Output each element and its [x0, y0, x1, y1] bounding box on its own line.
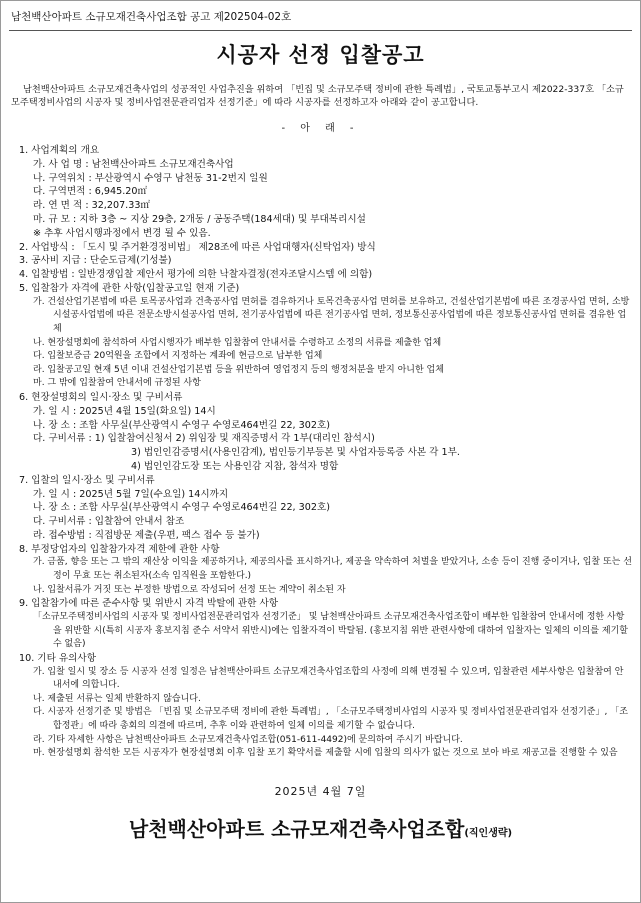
intro-paragraph: 남천백산아파트 소규모재건축사업의 성공적인 사업추진을 위하여 「빈집 및 소규모주택 정비에 관한 특례법」, 국토교통부고시 제2022-337호 「소규모주택정비사업의 시공자 및 정비사업전문관리업자 선정기준」에 따라 시공자를 선정하고자 아래와 같이 공고합니다.	[11, 84, 624, 108]
section-5-title: 5. 입찰참가 자격에 관한 사항(입찰공고일 현재 기준)	[19, 282, 240, 294]
s1-item-ra: 라. 연 면 적 : 32,207.33㎡	[33, 200, 151, 212]
s10-item-ra: 라. 기타 자세한 사항은 남천백산아파트 소규모재건축사업조합(051-611-4492)에 문의하여 주시기 바랍니다.	[33, 734, 463, 745]
notice-date: 2025년 4월 7일	[274, 784, 367, 798]
seal-note: (직인생략)	[464, 827, 513, 839]
s10-item-ma: 마. 현장설명회 참석한 모든 시공자가 현장설명회 이후 입찰 포기 확약서를 제출할 시에 입찰의 의사가 없는 것으로 보아 바로 재공고를 진행할 수 있음	[33, 748, 618, 759]
notice-number: 남천백산아파트 소규모재건축사업조합 공고 제202504-02호	[9, 7, 632, 31]
s1-item-na: 나. 구역위치 : 부산광역시 수영구 남천동 31-2번지 일원	[33, 172, 268, 184]
s10-item-ga: 가. 입찰 일시 및 장소 등 시공자 선정 일정은 남천백산아파트 소규모재건축사업조합의 사정에 의해 변경될 수 있으며, 입찰관련 세부사항은 입찰참여 안내서에 의합니다.	[33, 666, 624, 691]
section-1-title: 1. 사업계획의 개요	[19, 145, 100, 156]
section-7-title: 7. 입찰의 일시·장소 및 구비서류	[19, 474, 155, 486]
section-3: 3. 공사비 지급 : 단순도급제(기성불)	[19, 255, 172, 267]
s1-note: ※ 추후 사업시행과정에서 변경 될 수 있음.	[33, 227, 211, 239]
section-2: 2. 사업방식 : 「도시 및 주거환경정비법」 제28조에 따른 사업대행자(신탁업자) 방식	[19, 241, 376, 253]
s1-item-ma: 마. 규 모 : 지하 3층 ~ 지상 29층, 2개동 / 공동주택(184세대) 및 부대복리시설	[33, 213, 366, 225]
s8-item-ga: 가. 금품, 향응 또는 그 밖의 재산상 이익을 제공하거나, 제공의사를 표시하거나, 제공을 약속하여 처벌을 받았거나, 소송 등이 진행 중이거나, 입찰 또는 선정이 무효 또는 취소된자(소속 임직원을 포함한다.)	[33, 557, 632, 582]
s7-item-na: 나. 장 소 : 조합 사무실(부산광역시 수영구 수영로464번길 22, 302호)	[33, 502, 330, 514]
section-divider: - 아 래 -	[281, 123, 360, 134]
s5-item-ga: 가. 건설산업기본법에 따른 토목공사업과 건축공사업 면허를 겸유하거나 토목건축공사업 면허를 보유하고, 건설산업기본법에 따른 조경공사업 면허, 소방시설공사업법에 따른 전문소방시설공사업 면허, 전기공사업법에 따른 전기공사업 면허, 정보통신공사업법에 따른 정보통신공사업 면허를 겸유한 업체	[33, 296, 630, 334]
issuer-name: 남천백산아파트 소규모재건축사업조합	[128, 816, 465, 841]
s5-item-da: 다. 입찰보증금 20억원을 조합에서 지정하는 계좌에 현금으로 납부한 업체	[33, 351, 323, 362]
section-10-title: 10. 기타 유의사항	[19, 652, 96, 664]
s6-item-da: 다. 구비서류 : 1) 입찰참여신청서 2) 위임장 및 재직증명서 각 1부(대리인 참석시)	[33, 433, 375, 445]
notice-body	[9, 144, 632, 761]
s8-item-na: 나. 입찰서류가 거짓 또는 부정한 방법으로 작성되어 선정 또는 계약이 취소된 자	[33, 584, 346, 595]
s1-item-da: 다. 구역면적 : 6,945.20㎡	[33, 186, 148, 198]
notice-title: 시공자 선정 입찰공고	[216, 42, 425, 67]
s5-item-ma: 마. 그 밖에 입찰참여 안내서에 규정된 사항	[33, 378, 201, 389]
s7-item-ga: 가. 일 시 : 2025년 5월 7일(수요일) 14시까지	[33, 488, 229, 500]
s6-item-da-cont-2: 4) 법인인감도장 또는 사용인감 지참, 참석자 명함	[131, 460, 339, 472]
s5-item-ra: 라. 입찰공고일 현재 5년 이내 건설산업기본법 등을 위반하여 영업정지 등의 행정처분을 받지 아니한 업체	[33, 364, 444, 375]
s6-item-na: 나. 장 소 : 조합 사무실(부산광역시 수영구 수영로464번길 22, 302호)	[33, 419, 330, 431]
section-6-title: 6. 현장설명회의 일시·장소 및 구비서류	[19, 391, 183, 403]
s6-item-ga: 가. 일 시 : 2025년 4월 15일(화요일) 14시	[33, 405, 216, 417]
s5-item-na: 나. 현장설명회에 참석하여 사업시행자가 배부한 입찰참여 안내서를 수령하고 소정의 서류를 제출한 업체	[33, 337, 442, 348]
s6-item-da-cont-1: 3) 법인인감증명서(사용인감계), 법인등기부등본 및 사업자등록증 사본 각 1부.	[131, 447, 460, 459]
issuer-signature	[9, 813, 632, 842]
s9-body: 「소규모주택정비사업의 시공자 및 정비사업전문관리업자 선정기준」 및 남천백산아파트 소규모재건축사업조합이 배부한 입찰참여 안내서에 정한 사항을 위반할 시(특히 시공자 홍보지침 준수 서약서 위반시)에는 입찰자격이 박탈됨. (홍보지침 위반 관련사항에 대하여 입찰자는 일체의 이의를 제기할 수 없음)	[33, 612, 628, 650]
section-8-title: 8. 부정당업자의 입찰참가자격 제한에 관한 사항	[19, 543, 220, 555]
s1-item-ga: 가. 사 업 명 : 남천백산아파트 소규모재건축사업	[33, 158, 234, 170]
s7-item-da: 다. 구비서류 : 입찰참여 안내서 참조	[33, 516, 185, 528]
section-9-title: 9. 입찰참가에 따른 준수사항 및 위반시 자격 박탈에 관한 사항	[19, 598, 279, 610]
s10-item-na: 나. 제출된 서류는 일체 반환하지 않습니다.	[33, 693, 201, 704]
s7-item-ra: 라. 접수방법 : 직접방문 제출(우편, 팩스 접수 등 불가)	[33, 529, 260, 541]
s10-item-da: 다. 시공자 선정기준 및 방법은 「빈집 및 소규모주택 정비에 관한 특례법」, 「소규모주택정비사업의 시공자 및 정비사업전문관리업자 선정기준」, 「조합정관」에 따라 총회의 의결에 따르며, 추후 이와 관련하여 일체 이의를 제기할 수 없습니다.	[33, 707, 628, 732]
section-4: 4. 입찰방법 : 일반경쟁입찰 제안서 평가에 의한 낙찰자결정(전자조달시스템 에 의함)	[19, 269, 373, 281]
